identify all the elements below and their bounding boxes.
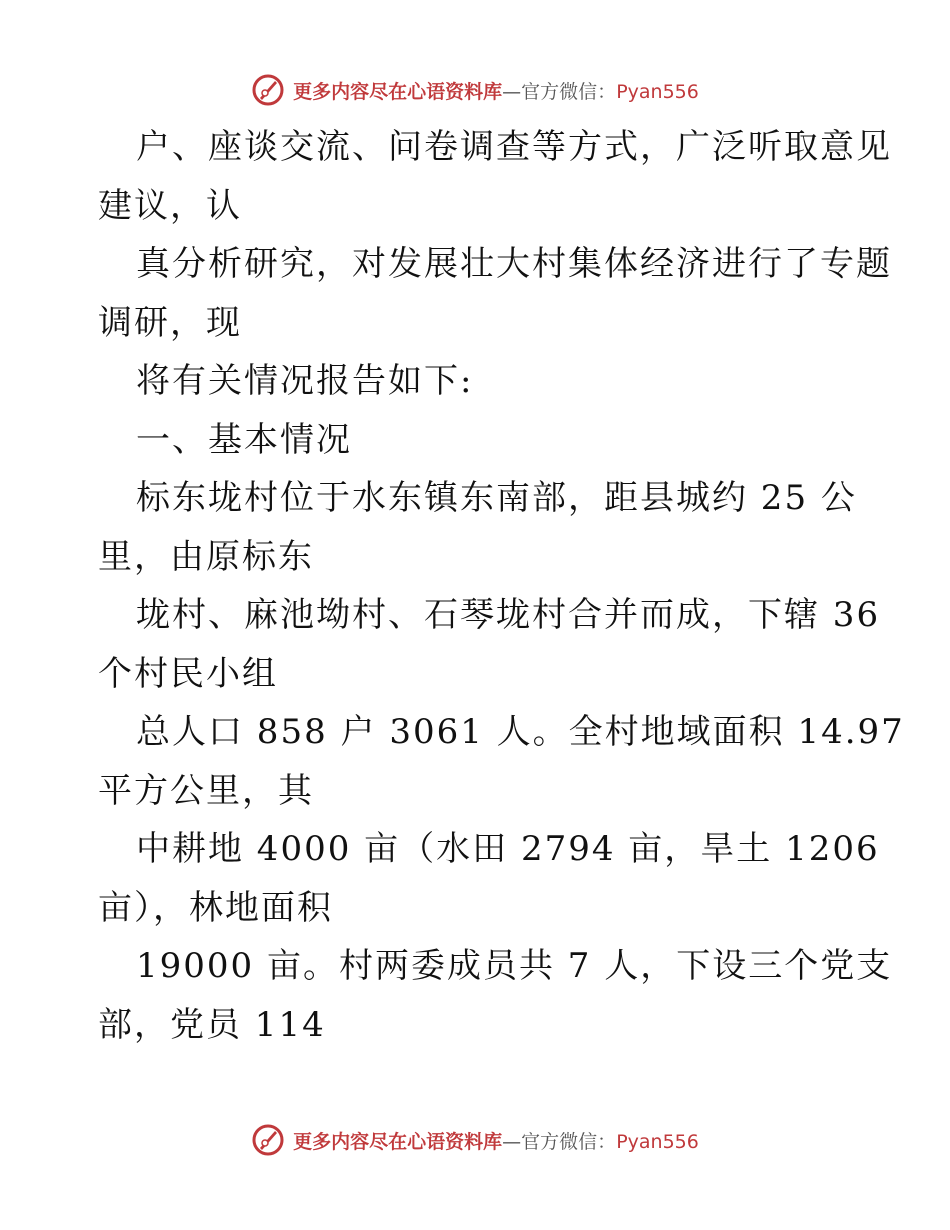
text-line: 亩），林地面积 bbox=[98, 887, 333, 928]
watermark-brand: 更多内容尽在心语资料库 bbox=[293, 1130, 503, 1153]
text-line: 将有关情况报告如下: bbox=[136, 361, 474, 401]
text-line: 19000 亩。村两委成员共 7 人，下设三个党支 bbox=[136, 946, 893, 986]
text-line: 建议，认 bbox=[98, 185, 242, 226]
watermark-separator: — bbox=[502, 1130, 522, 1153]
header-watermark bbox=[0, 70, 950, 110]
document-body bbox=[98, 118, 905, 1054]
watermark-wechat-label: 官方微信： bbox=[521, 80, 617, 103]
text-line: 真分析研究，对发展壮大村集体经济进行了专题 bbox=[136, 244, 892, 284]
watermark-brand: 更多内容尽在心语资料库 bbox=[293, 80, 503, 103]
text-line: 中耕地 4000 亩（水田 2794 亩，旱土 1206 bbox=[136, 829, 880, 869]
text-line: 部，党员 114 bbox=[98, 1004, 326, 1045]
footer-watermark bbox=[0, 1120, 950, 1160]
text-line: 户、座谈交流、问卷调查等方式，广泛听取意见 bbox=[136, 127, 892, 167]
text-line: 里，由原标东 bbox=[98, 536, 314, 577]
text-line: 调研，现 bbox=[98, 302, 242, 343]
text-line: 总人口 858 户 3061 人。全村地域面积 14.97 bbox=[136, 712, 905, 752]
watermark-wechat-id: Pyan556 bbox=[616, 1130, 699, 1153]
text-line: 一、基本情况 bbox=[136, 419, 352, 460]
watermark-wechat-label: 官方微信： bbox=[521, 1130, 617, 1153]
watermark-separator: — bbox=[502, 80, 522, 103]
text-line: 个村民小组 bbox=[98, 653, 278, 694]
text-line: 垅村、麻池坳村、石琴垅村合并而成，下辖 36 bbox=[136, 595, 881, 635]
watermark-text bbox=[293, 1127, 699, 1154]
quill-logo-icon bbox=[251, 73, 285, 107]
watermark-wechat-id: Pyan556 bbox=[616, 80, 699, 103]
text-line: 标东垅村位于水东镇东南部，距县城约 25 公 bbox=[136, 478, 857, 518]
quill-logo-icon bbox=[251, 1123, 285, 1157]
text-line: 平方公里，其 bbox=[98, 770, 314, 811]
watermark-text bbox=[293, 77, 699, 104]
